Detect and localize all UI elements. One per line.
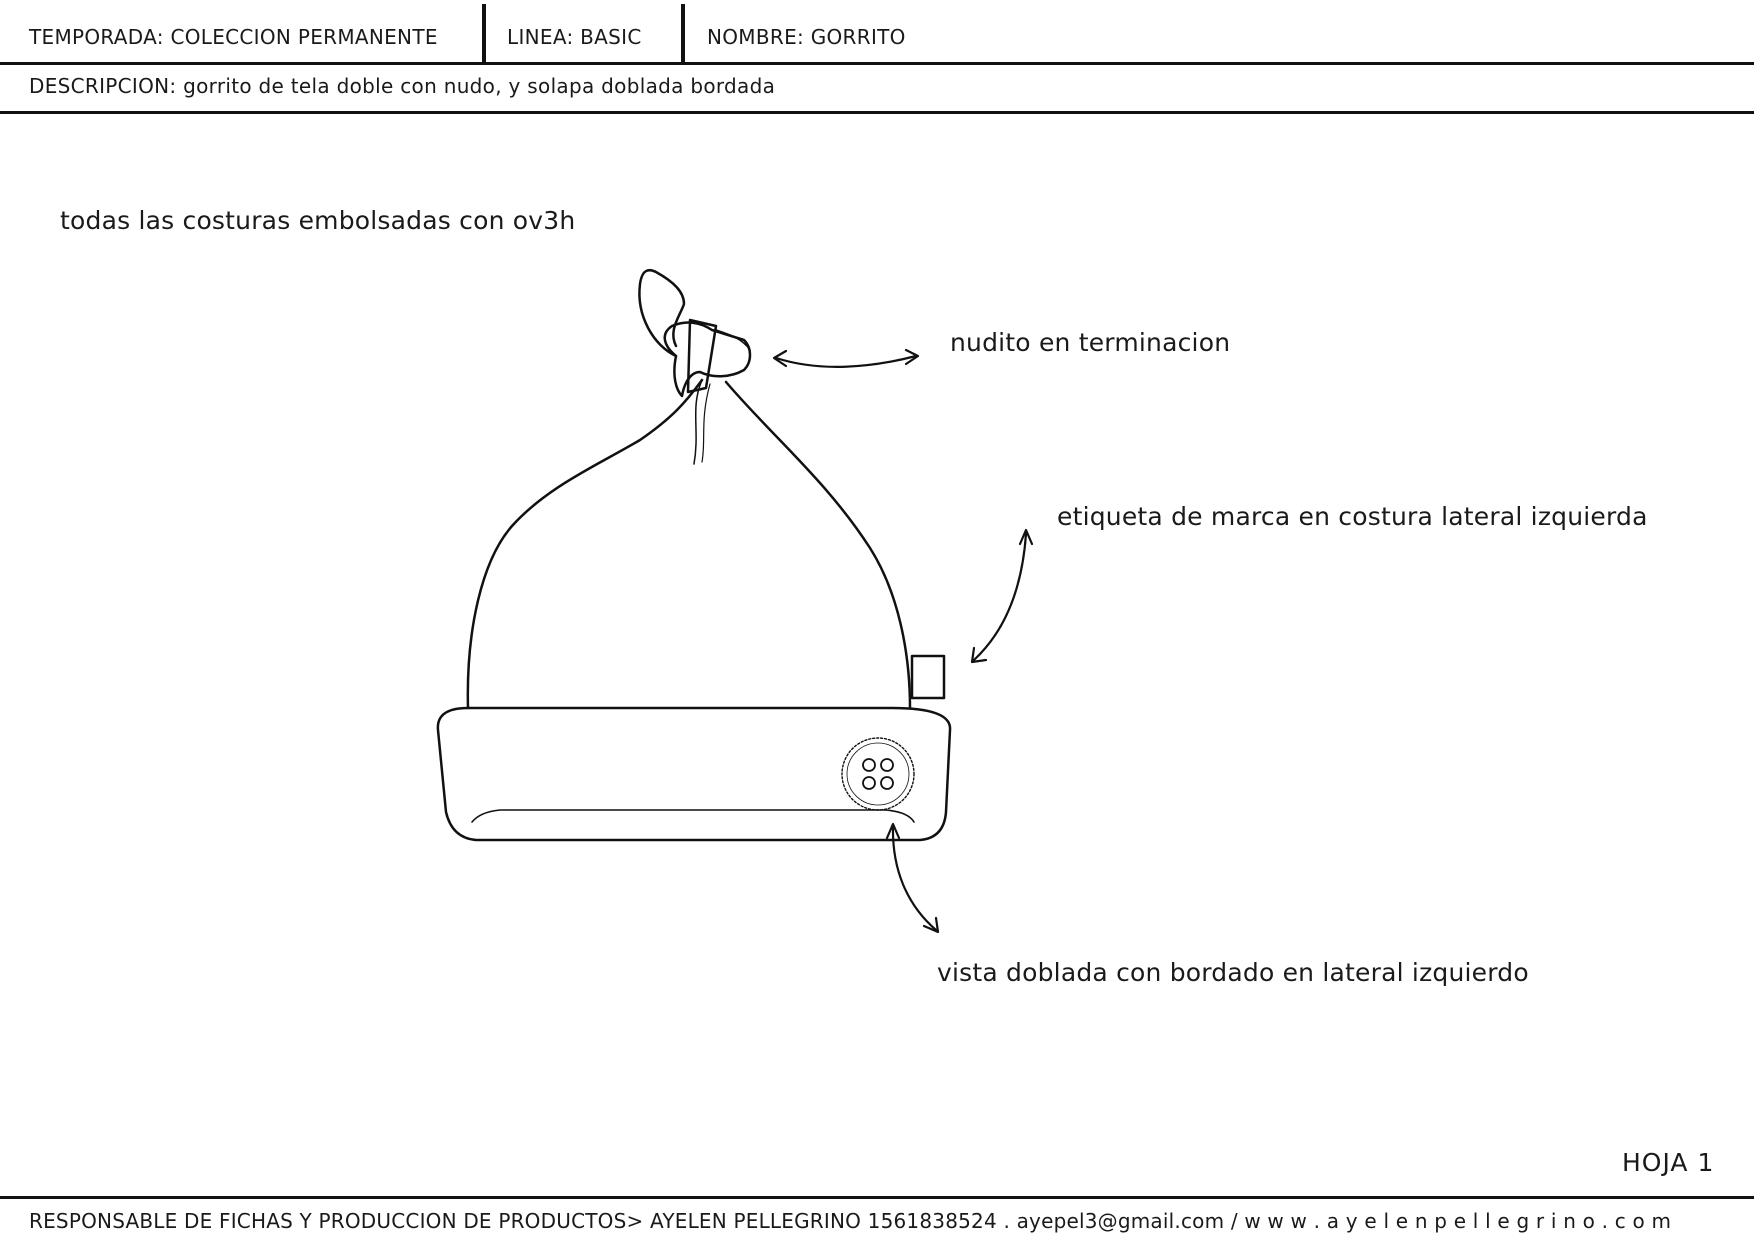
knot-wrinkle-line [694, 380, 702, 464]
nombre-field: NOMBRE: GORRITO [707, 25, 906, 49]
descripcion-field: DESCRIPCION: gorrito de tela doble con nudo, y solapa doblada bordada [29, 74, 776, 98]
embroidery-badge-inner [847, 743, 909, 805]
footer-top-rule [0, 1196, 1754, 1199]
knot-tip [639, 270, 684, 356]
temporada-field: TEMPORADA: COLECCION PERMANENTE [29, 25, 438, 49]
note-nudito: nudito en terminacion [950, 328, 1231, 357]
arrow-vista [893, 826, 936, 930]
page-label: HOJA 1 [1622, 1148, 1715, 1177]
embroidery-badge [842, 738, 914, 810]
brim-fold-line [472, 810, 914, 822]
arrow-etiqueta [974, 534, 1026, 660]
footer-credits: RESPONSABLE DE FICHAS Y PRODUCCION DE PRODUCTOS> AYELEN PELLEGRINO 1561838524 . ayepel3@gmail.com / w w w . a y e l e n p e l l e g r i n o . c o m [29, 1209, 1672, 1233]
note-vista: vista doblada con bordado en lateral izquierdo [937, 958, 1529, 987]
embroidery-motif [863, 759, 893, 789]
note-costuras: todas las costuras embolsadas con ov3h [60, 206, 576, 235]
linea-field: LINEA: BASIC [507, 25, 642, 49]
folded-brim [438, 708, 950, 840]
note-etiqueta: etiqueta de marca en costura lateral izquierda [1057, 502, 1648, 531]
hat-crown-outline [468, 380, 910, 708]
brand-label-tab [912, 656, 944, 698]
knot-wrinkle-line [702, 384, 710, 462]
arrow-nudito [776, 356, 916, 367]
